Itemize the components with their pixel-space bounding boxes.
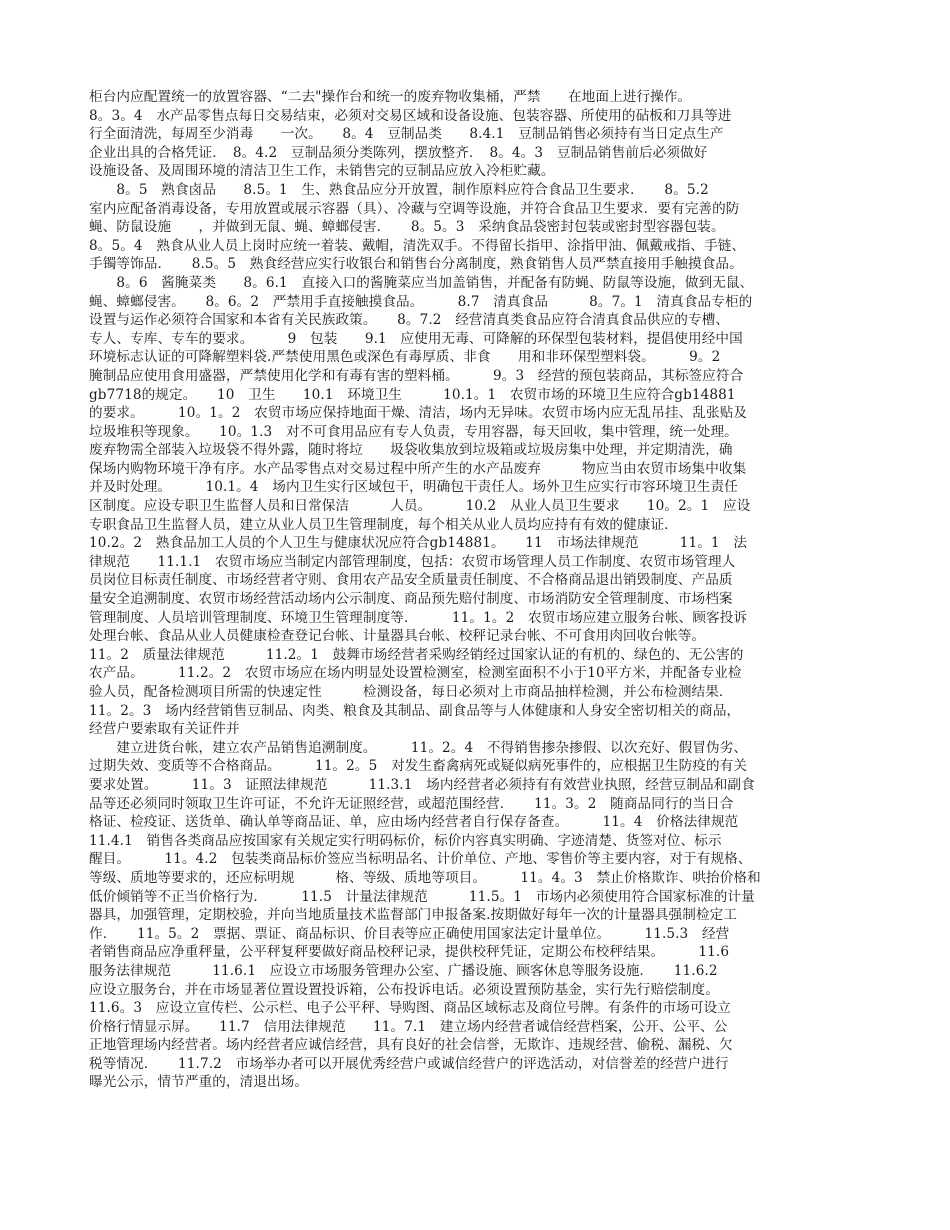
text-line: 并及时处理。 10.1。4 场内卫生实行区域包干，明确包干责任人。场外卫生应实行市容环境卫生责任 (89, 479, 738, 496)
text-line: 环境标志认证的可降解塑料袋.严禁使用黑色或深色有毒厚质、非食 用和非环保型塑料袋。 9。2 (89, 349, 721, 366)
text-line: 管理制度、人员培训管理制度、环境卫生管理制度等． 11。1。2 农贸市场应建立服务台帐、顾客投诉 (89, 609, 748, 626)
text-line: 醒目。 11。4.2 包装类商品标价签应当标明品名、计价单位、产地、零售价等主要内容，对于有规格、 (89, 851, 752, 868)
text-line: 者销售商品应净重秤量，公平秤复秤要做好商品校秤记录，提供校秤凭证，定期公布校秤结果。 11.6 (89, 944, 730, 961)
text-line: 税等情况． 11.7.2 市场举办者可以开展优秀经营户或诚信经营户的评选活动，对信誉差的经营户进行 (89, 1055, 729, 1072)
text-line: 作． 11。5。2 票据、票证、商品标识、价目表等应正确使用国家法定计量单位。 11.5.3 经营 (89, 925, 730, 942)
text-line: 量安全追溯制度、农贸市场经营活动场内公示制度、商品预先赔付制度、市场消防安全管理制度、市场档案 (89, 591, 733, 608)
text-line: 专人、专库、专车的要求。 9 包装 9.1 应使用无毒、可降解的环保型包装材料，提倡使用经中国 (89, 330, 743, 347)
text-line: 区制度。应设专职卫生监督人员和日常保洁 人员。 10.2 从业人员卫生要求 10。2。1 应设 (89, 498, 751, 515)
text-line: 过期失效、变质等不合格商品。 11。2。5 对发生畜禽病死或疑似病死事件的，应根据卫生防疫的有关 (89, 758, 748, 775)
text-line: 11.4.1 销售各类商品应按国家有关规定实行明码标价，标价内容真实明确、字迹清楚、货签对位、标示 (89, 832, 722, 849)
text-line: 蝇、防鼠设施 ，并做到无鼠、蝇、蟑螂侵害． 8。5。3 采纳食品袋密封包装或密封型容器包装。 (89, 219, 725, 236)
body-text (89, 88, 855, 1092)
text-line: gb7718的规定。 10 卫生 10.1 环境卫生 10.1。1 农贸市场的环境卫生应符合gb14881 (89, 386, 736, 403)
text-line: 11。2 质量法律规范 11.2。1 鼓舞市场经营者采购经销经过国家认证的有机的、绿色的、无公害的 (89, 646, 744, 663)
text-line: 8。5 熟食卤品 8.5。1 生、熟食品应分开放置，制作原料应符合食品卫生要求． 8。5.2 (89, 181, 709, 198)
text-line: 设置与运作必须符合国家和本省有关民族政策。 8。7.2 经营清真类食品应符合清真食品供应的专槽、 (89, 312, 730, 329)
text-line: 室内应配备消毒设备，专用放置或展示容器（具）、冷藏与空调等设施，并符合食品卫生要求．要有完善的防 (89, 200, 740, 217)
text-line: 8。6 酱腌菜类 8。6.1 直接入口的酱腌菜应当加盖销售，并配备有防蝇、防鼠等设施，做到无鼠、 (89, 274, 754, 291)
text-line: 手镯等饰品． 8.5。5 熟食经营应实行收银台和销售台分离制度，熟食销售人员严禁直接用手触摸食品。 (89, 256, 743, 273)
text-line: 等级、质地等要求的，还应标明规 格、等级、质地等项目。 11。4。3 禁止价格欺诈、哄抬价格和 (89, 869, 761, 886)
text-line: 10.2。2 熟食品加工人员的个人卫生与健康状况应符合gb14881。 11 市场法律规范 11。1 法 (89, 535, 748, 552)
text-line: 腌制品应使用食用盛器，严禁使用化学和有毒有害的塑料桶。 9。3 经营的预包装商品，其标签应符合 (89, 367, 744, 384)
text-line: 企业出具的合格凭证． 8。4.2 豆制品须分类陈列，摆放整齐． 8。4。3 豆制品销售前后必须做好 (89, 144, 708, 161)
text-line: 处理台帐、食品从业人员健康检查登记台帐、计量器具台帐、校秤记录台帐、不可食用肉回收台帐等。 (89, 628, 706, 645)
text-line: 11。2。3 场内经营销售豆制品、肉类、粮食及其制品、副食品等与人体健康和人身安全密切相关的商品， (89, 702, 741, 719)
text-line: 保场内购物环境干净有序。水产品零售点对交易过程中所产生的水产品废弃 物应当由农贸市场集中收集 (89, 460, 747, 477)
text-line: 品等还必须同时领取卫生许可证，不允许无证照经营，或超范围经营． 11。3。2 随商品同行的当日合 (89, 795, 734, 812)
text-line: 验人员，配备检测项目所需的快速定性 检测设备，每日必须对上市商品抽样检测，并公布检测结果． (89, 684, 733, 700)
text-line: 垃圾堆积等现象。 10。1.3 对不可食用品应有专人负责，专用容器，每天回收，集中管理，统一处理。 (89, 423, 738, 440)
text-line: 低价倾销等不正当价格行为． 11.5 计量法律规范 11.5。1 市场内必须使用符合国家标准的计量 (89, 888, 755, 905)
text-line: 经营户要索取有关证件并 (89, 721, 240, 738)
text-line: 设施设备、及周围环境的清洁卫生工作，未销售完的豆制品应放入冷柜贮藏。 (89, 163, 555, 180)
text-line: 服务法律规范 11.6.1 应设立市场服务管理办公室、广播设施、顾客休息等服务设施． 11.6.2 (89, 962, 718, 979)
text-line: 8。3。4 水产品零售点每日交易结束，必须对交易区域和设备设施、包装容器、所使用的砧板和刀具等进 (89, 107, 732, 124)
text-line: 器具，加强管理，定期校验，并向当地质量技术监督部门申报备案.按期做好每年一次的计量器具强制检定工 (89, 907, 738, 924)
text-line: 曝光公示，情节严重的，清退出场。 (89, 1074, 309, 1091)
text-line: 8。5。4 熟食从业人员上岗时应统一着装、戴帽，清洗双手。不得留长指甲、涂指甲油、佩戴戒指、手链、 (89, 237, 746, 254)
text-line: 农产品。 11.2。2 农贸市场应在场内明显处设置检测室，检测室面积不小于10平方米，并配备专业检 (89, 665, 742, 682)
text-line: 格证、检疫证、送货单、确认单等商品证、单，应由场内经营者自行保存备查。 11。4 价格法律规范 (89, 814, 739, 831)
text-line: 专职食品卫生监督人员，建立从业人员卫生管理制度，每个相关从业人员均应持有有效的健康证． (89, 516, 678, 533)
text-line: 价格行情显示屏。 11.7 信用法律规范 11。7.1 建立场内经营者诚信经营档案，公开、公平、公 (89, 1018, 728, 1035)
text-line: 律规范 11.1.1 农贸市场应当制定内部管理制度，包括：农贸市场管理人员工作制度、农贸市场管理人 (89, 553, 736, 570)
text-line: 的要求。 10。1。2 农贸市场应保持地面干燥、清洁，场内无异味。农贸市场内应无乱吊挂、乱张贴及 (89, 405, 748, 422)
text-line: 员岗位目标责任制度、市场经营者守则、食用农产品安全质量责任制度、不合格商品退出销毁制度、产品质 (89, 572, 733, 589)
text-line: 正地管理场内经营者。场内经营者应诚信经营，具有良好的社会信誉，无欺诈、违规经营、偷税、漏税、欠 (89, 1037, 733, 1054)
text-line: 要求处置。 11。3 证照法律规范 11.3.1 场内经营者必须持有有效营业执照，经营豆制品和副食 (89, 776, 755, 793)
text-line: 蝇、蟑螂侵害。 8。6。2 严禁用手直接触摸食品。 8.7 清真食品 8。7。1 清真食品专柜的 (89, 293, 753, 310)
text-line: 废弃物需全部装入垃圾袋不得外露，随时将垃 圾袋收集放到垃圾箱或垃圾房集中处理，并定期清洗，确 (89, 442, 733, 459)
text-line: 柜台内应配置统一的放置容器、“二去"操作台和统一的废弃物收集桶，严禁 在地面上进行操作。 (89, 89, 692, 105)
text-line: 建立进货台帐，建立农产品销售追溯制度。 11。2。4 不得销售掺杂掺假、以次充好、假冒伪劣、 (89, 739, 748, 756)
text-line: 应设立服务台，并在市场显著位置设置投诉箱，公布投诉电话。必须设置预防基金，实行先行赔偿制度。 (89, 981, 719, 998)
text-line: 11.6。3 应设立宣传栏、公示栏、电子公平秤、导购图、商品区域标志及商位号牌。有条件的市场可设立 (89, 1000, 731, 1017)
text-line: 行全面清洗，每周至少消毒 一次。 8。4 豆制品类 8.4.1 豆制品销售必须持有当日定点生产 (89, 126, 724, 143)
